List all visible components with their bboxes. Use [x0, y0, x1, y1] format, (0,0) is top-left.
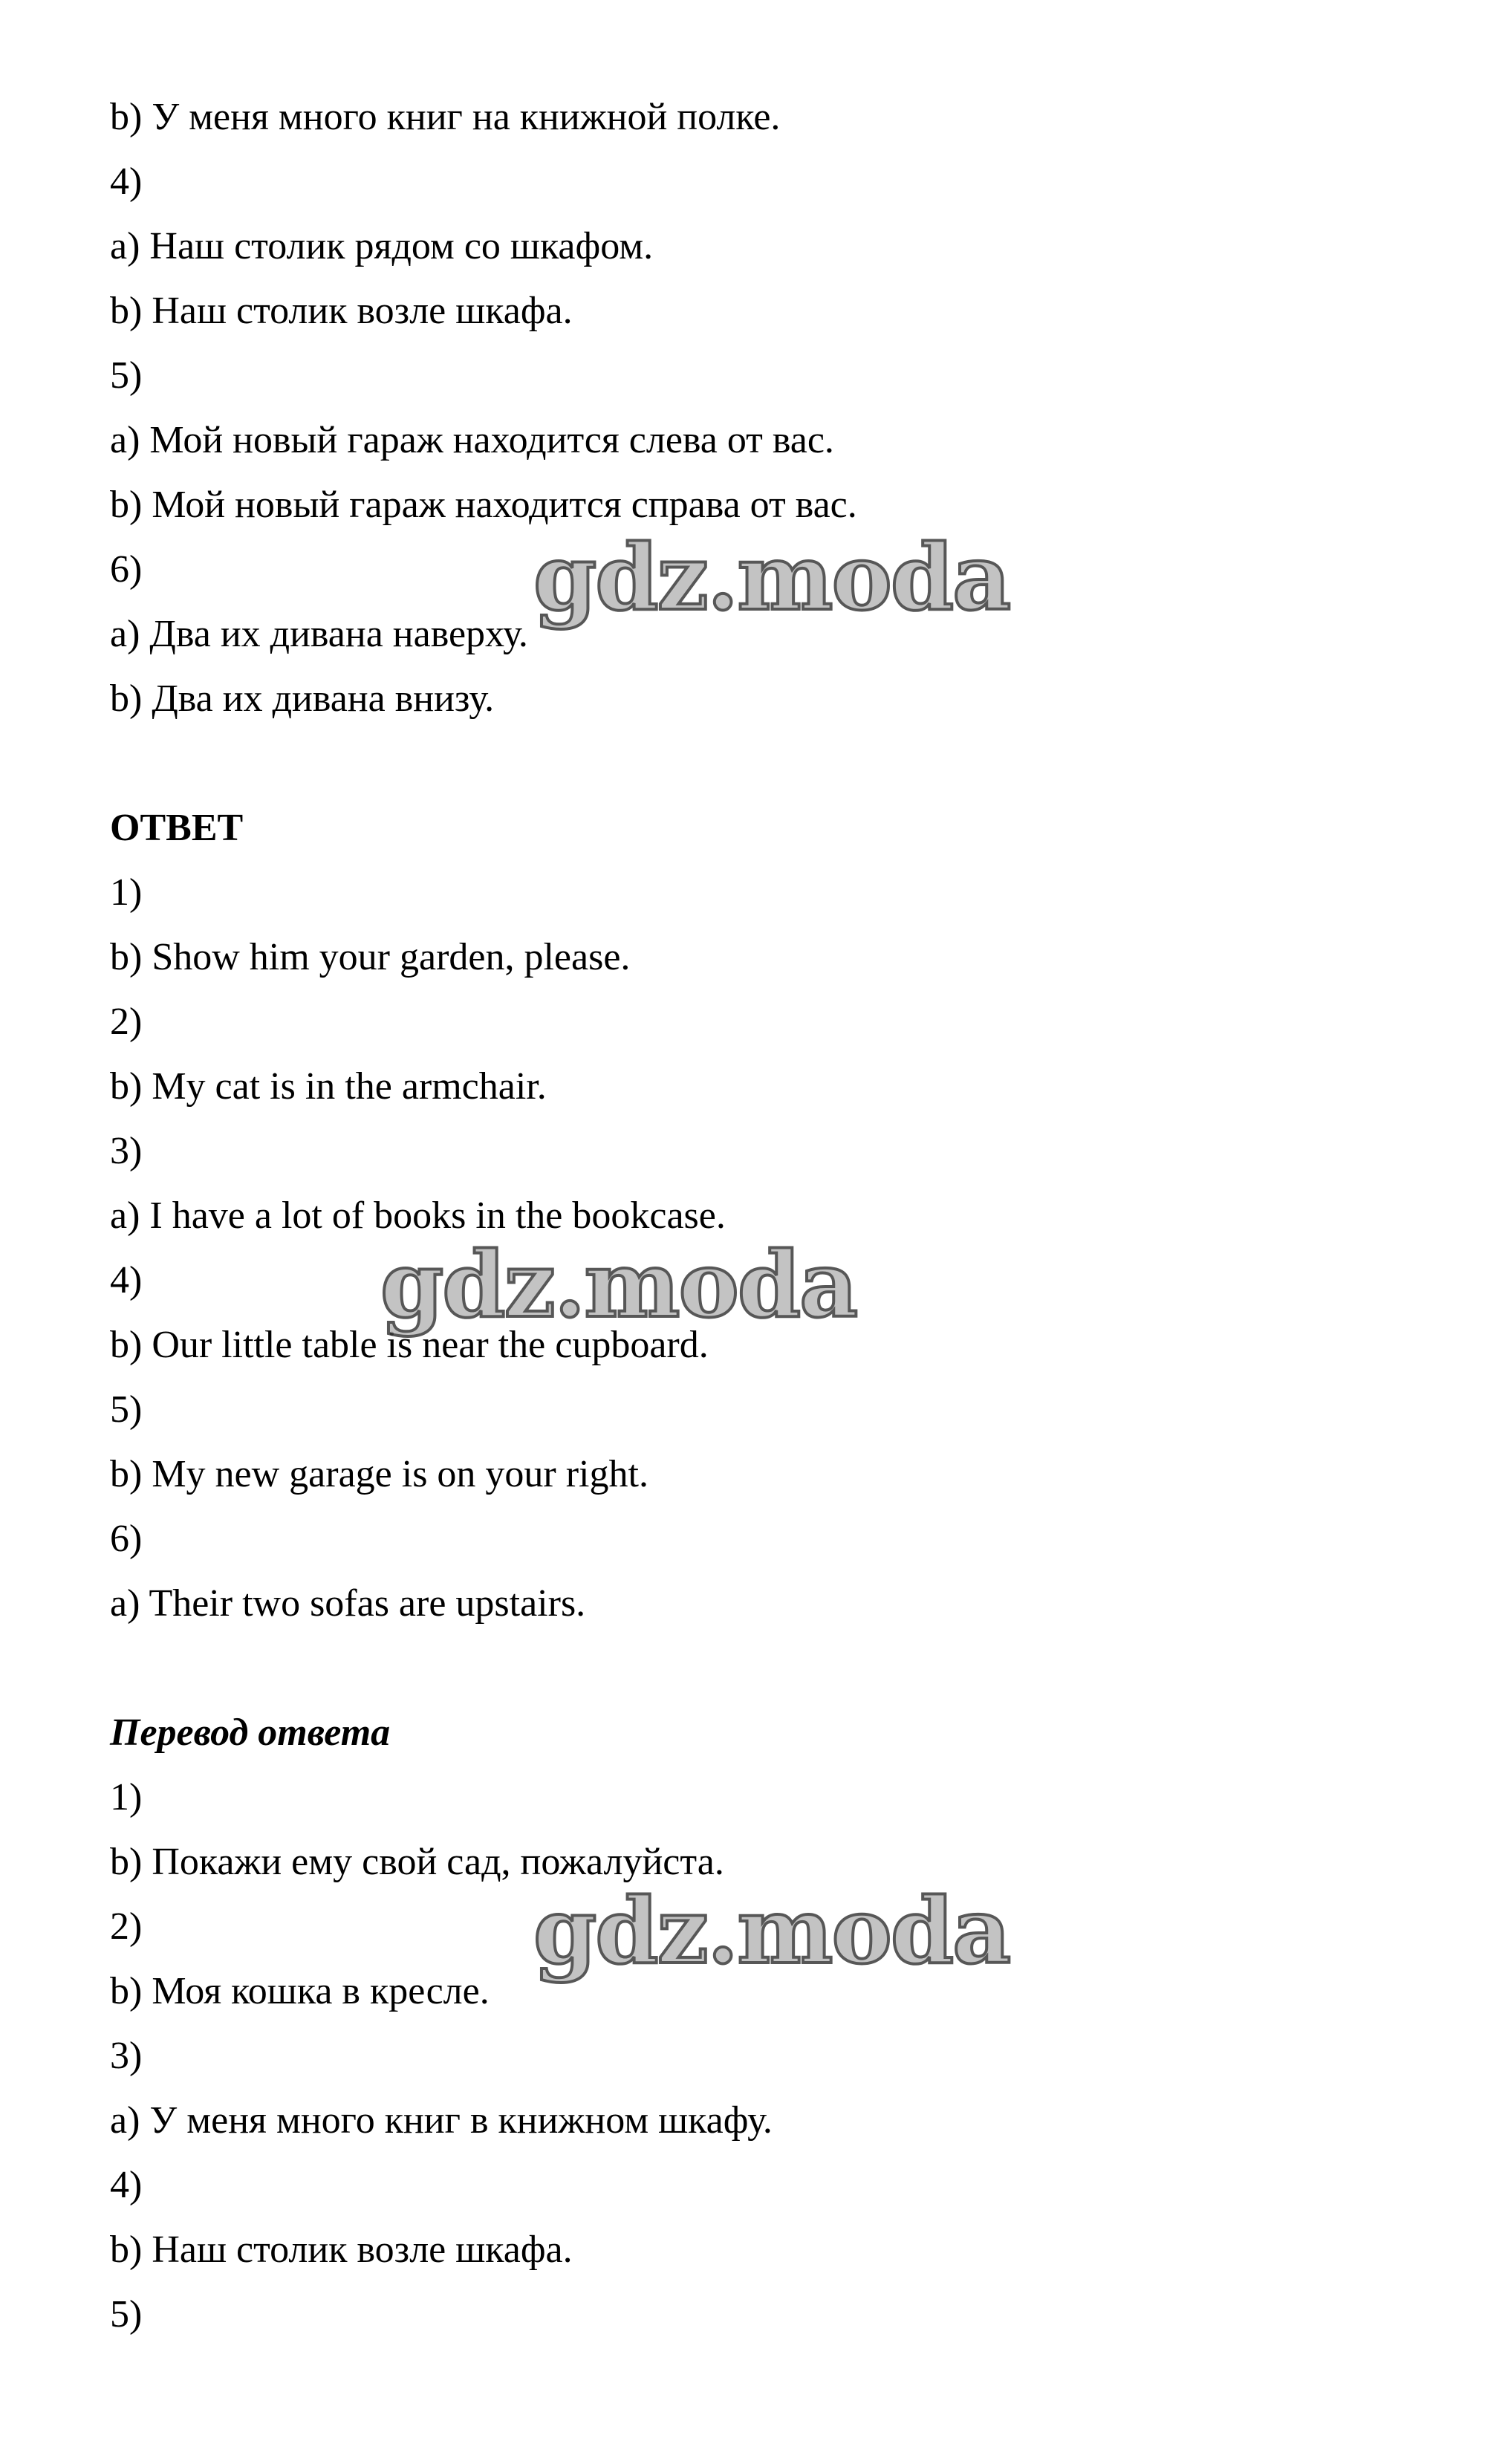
watermark-logo: gdz.moda	[533, 524, 1010, 631]
item-number: 5)	[110, 2293, 143, 2335]
answer-line: b) Our little table is near the cupboard.	[110, 1324, 709, 1366]
translation-line: b) Моя кошка в кресле.	[110, 1970, 490, 2012]
answer-line: a) I have a lot of books in the bookcase.	[110, 1194, 726, 1237]
option-line: a) Два их дивана наверху.	[110, 613, 528, 655]
answer-line: a) Their two sofas are upstairs.	[110, 1582, 586, 1625]
answer-line: b) My new garage is on your right.	[110, 1453, 648, 1495]
item-number: 5)	[110, 1388, 143, 1431]
translation-heading: Перевод ответа	[110, 1712, 391, 1754]
translation-line: a) У меня много книг в книжном шкафу.	[110, 2099, 773, 2142]
option-line: b) Наш столик возле шкафа.	[110, 290, 573, 332]
item-number: 3)	[110, 2035, 143, 2077]
item-number: 4)	[110, 160, 143, 203]
translation-line: b) Покажи ему свой сад, пожалуйста.	[110, 1841, 724, 1883]
item-number: 5)	[110, 354, 143, 397]
item-number: 1)	[110, 1776, 143, 1818]
answer-heading: ОТВЕТ	[110, 807, 244, 849]
item-number: 6)	[110, 1518, 143, 1560]
answer-line: b) Show him your garden, please.	[110, 936, 631, 978]
option-line: a) Мой новый гараж находится слева от вас.	[110, 419, 834, 461]
watermark-logo: gdz.moda	[533, 1877, 1010, 1984]
option-line: b) Два их дивана внизу.	[110, 677, 495, 720]
item-number: 1)	[110, 871, 143, 914]
item-number: 4)	[110, 1259, 143, 1301]
option-line: a) Наш столик рядом со шкафом.	[110, 225, 654, 267]
answer-line: b) My cat is in the armchair.	[110, 1065, 547, 1108]
item-number: 3)	[110, 1130, 143, 1172]
option-line: b) Мой новый гараж находится справа от вас.	[110, 484, 857, 526]
watermark-logo: gdz.moda	[380, 1231, 857, 1338]
item-number: 2)	[110, 1001, 143, 1043]
translation-line: b) Наш столик возле шкафа.	[110, 2229, 573, 2271]
item-number: 6)	[110, 548, 143, 591]
item-number: 2)	[110, 1905, 143, 1948]
item-number: 4)	[110, 2164, 143, 2206]
option-line: b) У меня много книг на книжной полке.	[110, 96, 781, 138]
